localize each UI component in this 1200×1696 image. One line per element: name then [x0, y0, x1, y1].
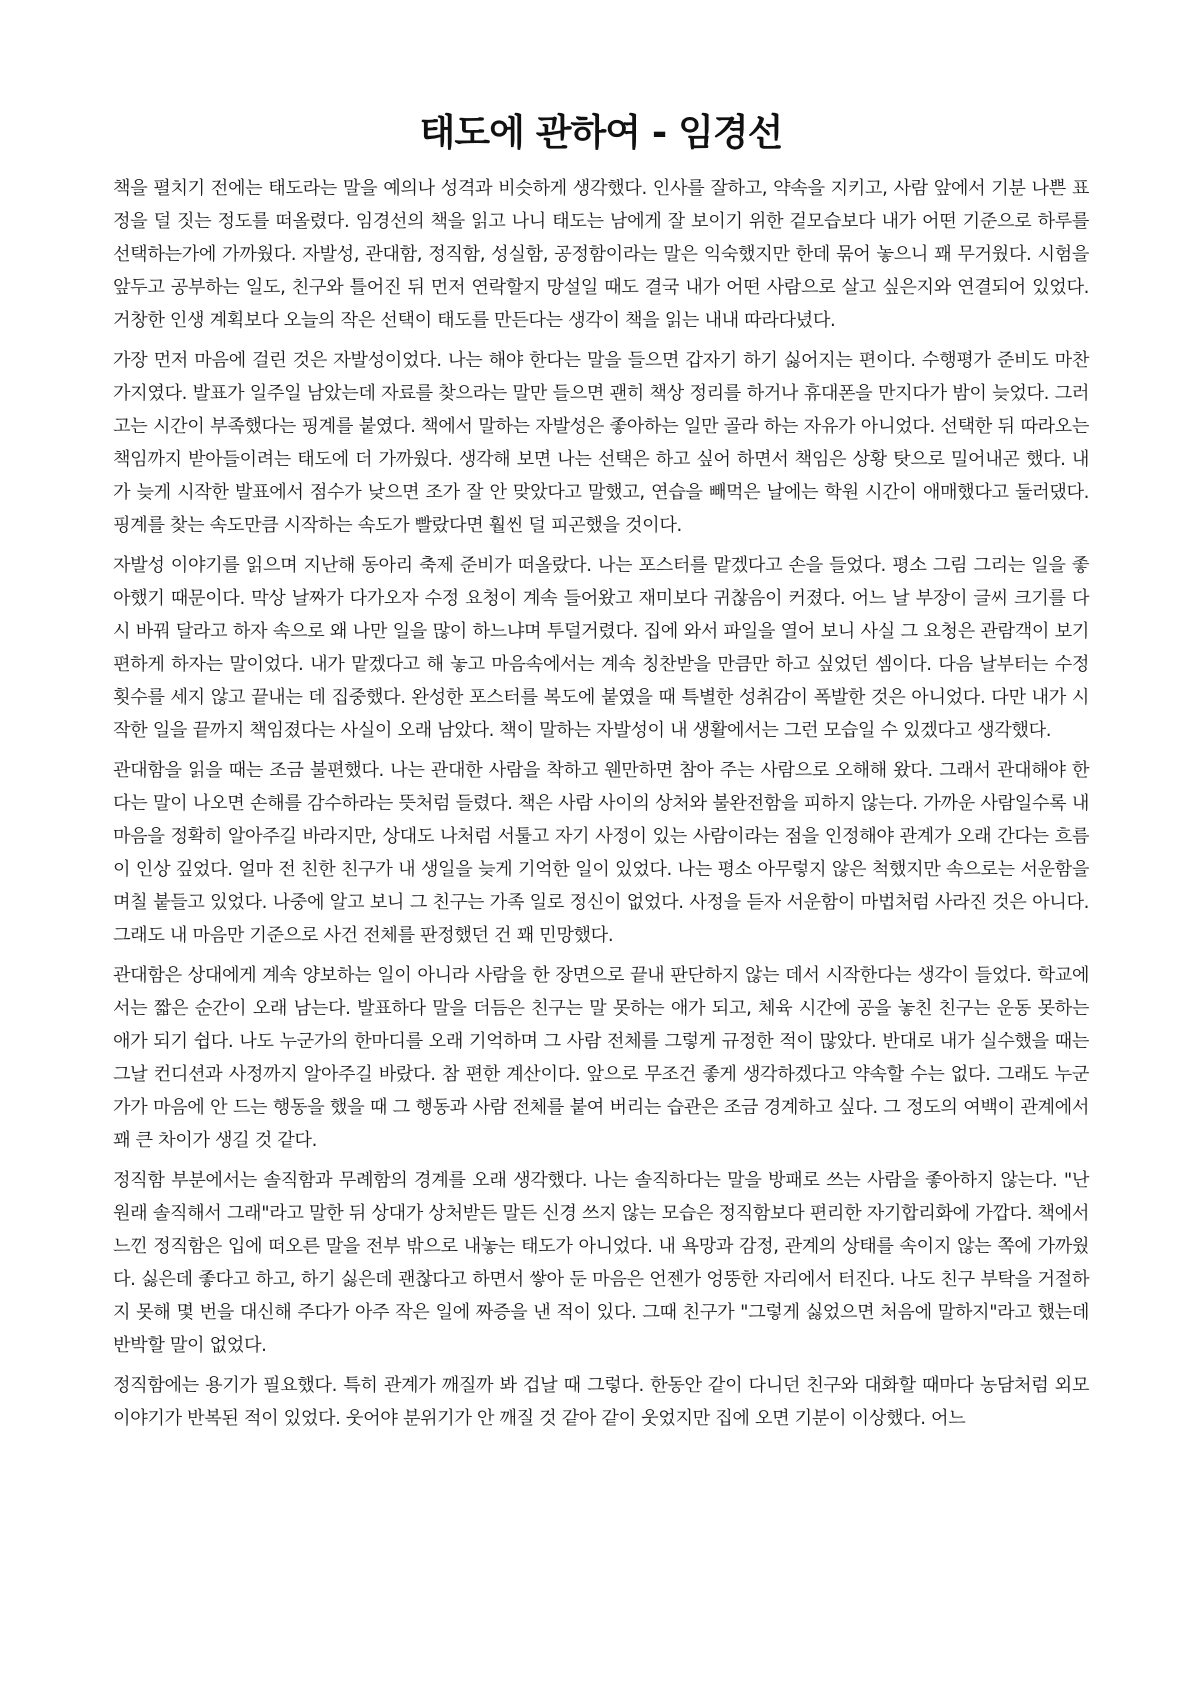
- paragraph: 정직함 부분에서는 솔직함과 무례함의 경계를 오래 생각했다. 나는 솔직하다는 말을 방패로 쓰는 사람을 좋아하지 않는다. "난 원래 솔직해서 그래"라고 말한 뒤 상대가 상처받든 말든 신경 쓰지 않는 모습은 정직함보다 편리한 자기합리화에 가깝다. 책에서 느낀 정직함은 입에 떠오른 말을 전부 밖으로 내놓는 태도가 아니었다. 내 욕망과 감정, 관계의 상태를 속이지 않는 쪽에 가까웠다. 싫은데 좋다고 하고, 하기 싫은데 괜찮다고 하면서 쌓아 둔 마음은 언젠가 엉뚱한 자리에서 터진다. 나도 친구 부탁을 거절하지 못해 몇 번을 대신해 주다가 아주 작은 일에 짜증을 낸 적이 있다. 그때 친구가 "그렇게 싫었으면 처음에 말하지"라고 했는데 반박할 말이 없었다.: [113, 1170, 1089, 1357]
- paragraph: 관대함은 상대에게 계속 양보하는 일이 아니라 사람을 한 장면으로 끝내 판단하지 않는 데서 시작한다는 생각이 들었다. 학교에서는 짧은 순간이 오래 남는다. 발표하다 말을 더듬은 친구는 말 못하는 애가 되고, 체육 시간에 공을 놓친 친구는 운동 못하는 애가 되기 쉽다. 나도 누군가의 한마디를 오래 기억하며 그 사람 전체를 그렇게 규정한 적이 많았다. 반대로 내가 실수했을 때는 그날 컨디션과 사정까지 알아주길 바랐다. 참 편한 계산이다. 앞으로 무조건 좋게 생각하겠다고 약속할 수는 없다. 그래도 누군가가 마음에 안 드는 행동을 했을 때 그 행동과 사람 전체를 붙여 버리는 습관은 조금 경계하고 싶다. 그 정도의 여백이 관계에서 꽤 큰 차이가 생길 것 같다.: [113, 965, 1089, 1152]
- paragraph: 책을 펼치기 전에는 태도라는 말을 예의나 성격과 비슷하게 생각했다. 인사를 잘하고, 약속을 지키고, 사람 앞에서 기분 나쁜 표정을 덜 짓는 정도를 떠올렸다. 임경선의 책을 읽고 나니 태도는 남에게 잘 보이기 위한 겉모습보다 내가 어떤 기준으로 하루를 선택하는가에 가까웠다. 자발성, 관대함, 정직함, 성실함, 공정함이라는 말은 익숙했지만 한데 묶어 놓으니 꽤 무거웠다. 시험을 앞두고 공부하는 일도, 친구와 틀어진 뒤 먼저 연락할지 망설일 때도 결국 내가 어떤 사람으로 살고 싶은지와 연결되어 있었다. 거창한 인생 계획보다 오늘의 작은 선택이 태도를 만든다는 생각이 책을 읽는 내내 따라다녔다.: [113, 178, 1089, 332]
- document-body: [113, 172, 1089, 1435]
- document-title: 태도에 관하여 - 임경선: [419, 111, 783, 154]
- paragraph: 정직함에는 용기가 필요했다. 특히 관계가 깨질까 봐 겁날 때 그렇다. 한동안 같이 다니던 친구와 대화할 때마다 농담처럼 외모 이야기가 반복된 적이 있었다. 웃어야 분위기가 안 깨질 것 같아 같이 웃었지만 집에 오면 기분이 이상했다. 어느: [113, 1375, 1089, 1430]
- paragraph: 가장 먼저 마음에 걸린 것은 자발성이었다. 나는 해야 한다는 말을 들으면 갑자기 하기 싫어지는 편이다. 수행평가 준비도 마찬가지였다. 발표가 일주일 남았는데 자료를 찾으라는 말만 들으면 괜히 책상 정리를 하거나 휴대폰을 만지다가 밤이 늦었다. 그러고는 시간이 부족했다는 핑계를 붙였다. 책에서 말하는 자발성은 좋아하는 일만 골라 하는 자유가 아니었다. 선택한 뒤 따라오는 책임까지 받아들이려는 태도에 더 가까웠다. 생각해 보면 나는 선택은 하고 싶어 하면서 책임은 상황 탓으로 밀어내곤 했다. 내가 늦게 시작한 발표에서 점수가 낮으면 조가 잘 안 맞았다고 말했고, 연습을 빼먹은 날에는 학원 시간이 애매했다고 둘러댔다. 핑계를 찾는 속도만큼 시작하는 속도가 빨랐다면 훨씬 덜 피곤했을 것이다.: [113, 350, 1089, 537]
- paragraph: 자발성 이야기를 읽으며 지난해 동아리 축제 준비가 떠올랐다. 나는 포스터를 맡겠다고 손을 들었다. 평소 그림 그리는 일을 좋아했기 때문이다. 막상 날짜가 다가오자 수정 요청이 계속 들어왔고 재미보다 귀찮음이 커졌다. 어느 날 부장이 글씨 크기를 다시 바꿔 달라고 하자 속으로 왜 나만 일을 많이 하느냐며 투덜거렸다. 집에 와서 파일을 열어 보니 사실 그 요청은 관람객이 보기 편하게 하자는 말이었다. 내가 맡겠다고 해 놓고 마음속에서는 계속 칭찬받을 만큼만 하고 싶었던 셈이다. 다음 날부터는 수정 횟수를 세지 않고 끝내는 데 집중했다. 완성한 포스터를 복도에 붙였을 때 특별한 성취감이 폭발한 것은 아니었다. 다만 내가 시작한 일을 끝까지 책임졌다는 사실이 오래 남았다. 책이 말하는 자발성이 내 생활에서는 그런 모습일 수 있겠다고 생각했다.: [113, 555, 1089, 742]
- paragraph: 관대함을 읽을 때는 조금 불편했다. 나는 관대한 사람을 착하고 웬만하면 참아 주는 사람으로 오해해 왔다. 그래서 관대해야 한다는 말이 나오면 손해를 감수하라는 뜻처럼 들렸다. 책은 사람 사이의 상처와 불완전함을 피하지 않는다. 가까운 사람일수록 내 마음을 정확히 알아주길 바라지만, 상대도 나처럼 서툴고 자기 사정이 있는 사람이라는 점을 인정해야 관계가 오래 간다는 흐름이 인상 깊었다. 얼마 전 친한 친구가 내 생일을 늦게 기억한 일이 있었다. 나는 평소 아무렇지 않은 척했지만 속으로는 서운함을 며칠 붙들고 있었다. 나중에 알고 보니 그 친구는 가족 일로 정신이 없었다. 사정을 듣자 서운함이 마법처럼 사라진 것은 아니다. 그래도 내 마음만 기준으로 사건 전체를 판정했던 건 꽤 민망했다.: [113, 760, 1089, 947]
- document-page: [113, 110, 1089, 1442]
